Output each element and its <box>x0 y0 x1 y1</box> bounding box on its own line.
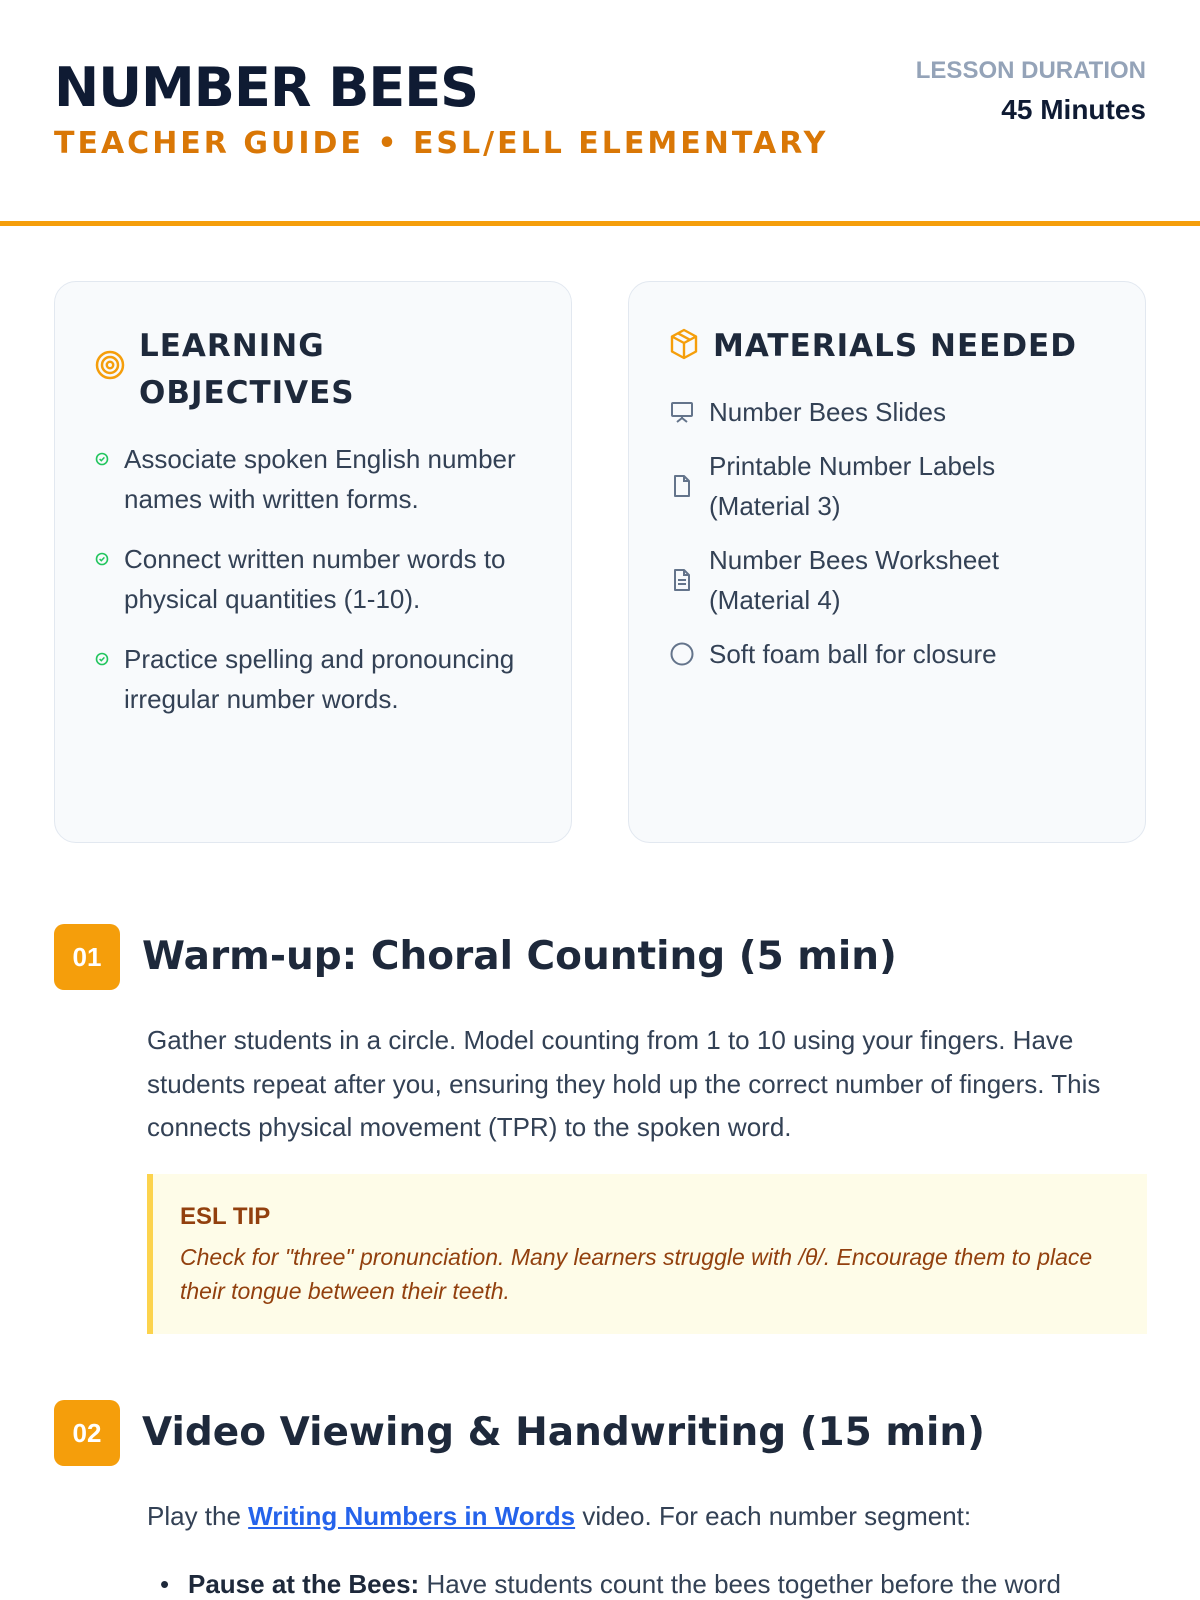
section-01-header <box>54 924 897 990</box>
objective-text: Associate spoken English number names with written forms. <box>124 444 516 514</box>
body-text: video. For each number segment: <box>575 1501 972 1531</box>
section-title: Video Viewing & Handwriting (15 min) <box>142 1410 985 1455</box>
material-label: Printable Number Labels (Material 3) <box>709 451 996 521</box>
section-02-body <box>147 1495 1147 1539</box>
list-item <box>95 639 535 719</box>
writing-numbers-video-link[interactable]: Writing Numbers in Words <box>248 1501 576 1531</box>
objectives-header <box>95 323 355 417</box>
bullet-bold-lead: Pause at the Bees: <box>188 1569 420 1599</box>
esl-tip-callout <box>147 1174 1147 1334</box>
list-item <box>669 540 1109 620</box>
section-02-header <box>54 1400 985 1466</box>
materials-title: MATERIALS NEEDED <box>713 328 1077 364</box>
section-number-badge: 01 <box>54 924 120 990</box>
materials-header <box>669 323 1077 370</box>
objective-text: Practice spelling and pronouncing irregular number words. <box>124 644 515 714</box>
list-item <box>669 446 1109 526</box>
list-item <box>95 439 535 519</box>
tip-label: ESL TIP <box>180 1203 271 1230</box>
material-label: Number Bees Slides <box>709 397 946 427</box>
list-item <box>95 539 535 619</box>
box-icon <box>669 328 699 365</box>
list-item <box>160 1563 1140 1600</box>
materials-needed-card <box>628 281 1146 843</box>
target-icon <box>95 350 125 385</box>
material-label: Number Bees Worksheet (Material 4) <box>709 545 999 615</box>
section-title: Warm-up: Choral Counting (5 min) <box>142 934 897 979</box>
page-subtitle: TEACHER GUIDE • ESL/ELL ELEMENTARY <box>54 126 829 161</box>
check-circle-icon <box>95 652 109 666</box>
list-item <box>669 392 1109 432</box>
tip-text: Check for "three" pronunciation. Many learners struggle with /θ/. Encourage them to place their tongue between their teeth. <box>180 1244 1093 1304</box>
lesson-duration-value: 45 Minutes <box>1001 94 1146 125</box>
materials-list <box>669 392 1109 688</box>
objectives-title-line-1: LEARNING <box>139 328 325 364</box>
page-title: NUMBER BEES <box>54 56 479 119</box>
file-text-icon <box>669 567 695 593</box>
check-circle-icon <box>95 552 109 566</box>
check-circle-icon <box>95 452 109 466</box>
learning-objectives-card <box>54 281 572 843</box>
objectives-title-line-2: OBJECTIVES <box>139 375 355 411</box>
material-label: Soft foam ball for closure <box>709 639 997 669</box>
file-icon <box>669 473 695 499</box>
objective-text: Connect written number words to physical quantities (1-10). <box>124 544 506 614</box>
body-text: Play the <box>147 1501 249 1531</box>
page-header <box>0 0 1200 226</box>
bullet-text: Have students count the bees together before the word <box>419 1569 1061 1599</box>
list-item <box>669 634 1109 674</box>
objectives-list <box>95 439 535 739</box>
circle-icon <box>669 641 695 667</box>
presentation-icon <box>669 399 695 425</box>
objectives-title <box>139 323 355 417</box>
section-01-body: Gather students in a circle. Model counting from 1 to 10 using your fingers. Have students repeat after you, ensuring they hold up the correct number of fingers. This connects physical movement (TPR) to the spoken word. <box>147 1025 1101 1142</box>
lesson-duration-label: LESSON DURATION <box>915 57 1146 84</box>
section-02-bullet-list <box>160 1563 1140 1600</box>
section-number-badge: 02 <box>54 1400 120 1466</box>
